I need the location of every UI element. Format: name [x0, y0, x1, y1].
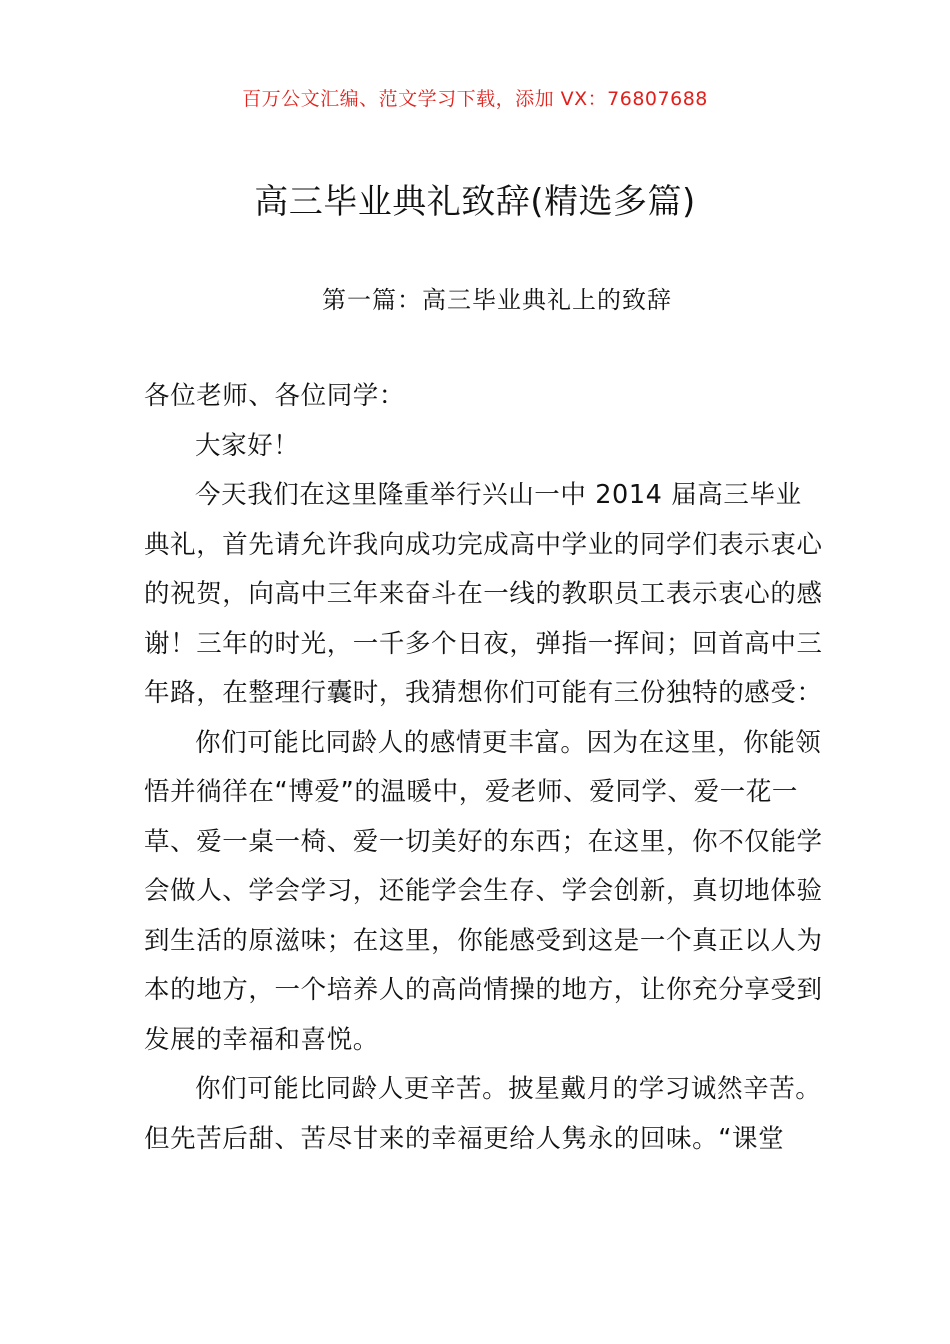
- document-body: [144, 372, 824, 1164]
- section-title: 第一篇：高三毕业典礼上的致辞: [322, 286, 672, 314]
- paragraph: 你们可能比同龄人更辛苦。披星戴月的学习诚然辛苦。但先苦后甜、苦尽甘来的幸福更给人隽永的回味。“课堂: [144, 1074, 822, 1154]
- salutation: 各位老师、各位同学：: [144, 381, 406, 411]
- header-watermark-note: 百万公文汇编、范文学习下载，添加 VX：76807688: [242, 88, 708, 110]
- paragraph: 你们可能比同龄人的感情更丰富。因为在这里，你能领悟并徜徉在“博爱”的温暖中，爱老师、爱同学、爱一花一草、爱一桌一椅、爱一切美好的东西；在这里，你不仅能学会做人、学会学习，还能学会生存、学会创新，真切地体验到生活的原滋味；在这里，你能感受到这是一个真正以人为本的地方，一个培养人的高尚情操的地方，让你充分享受到发展的幸福和喜悦。: [144, 727, 823, 1055]
- document-title: 高三毕业典礼致辞(精选多篇): [254, 182, 696, 222]
- paragraph: 大家好！: [195, 430, 300, 461]
- paragraph: 今天我们在这里隆重举行兴山一中 2014 届高三毕业典礼，首先请允许我向成功完成高中学业的同学们表示衷心的祝贺，向高中三年来奋斗在一线的教职员工表示衷心的感谢！三年的时光，一千多个日夜，弹指一挥间；回首高中三年路，在整理行囊时，我猜想你们可能有三份独特的感受：: [144, 480, 823, 708]
